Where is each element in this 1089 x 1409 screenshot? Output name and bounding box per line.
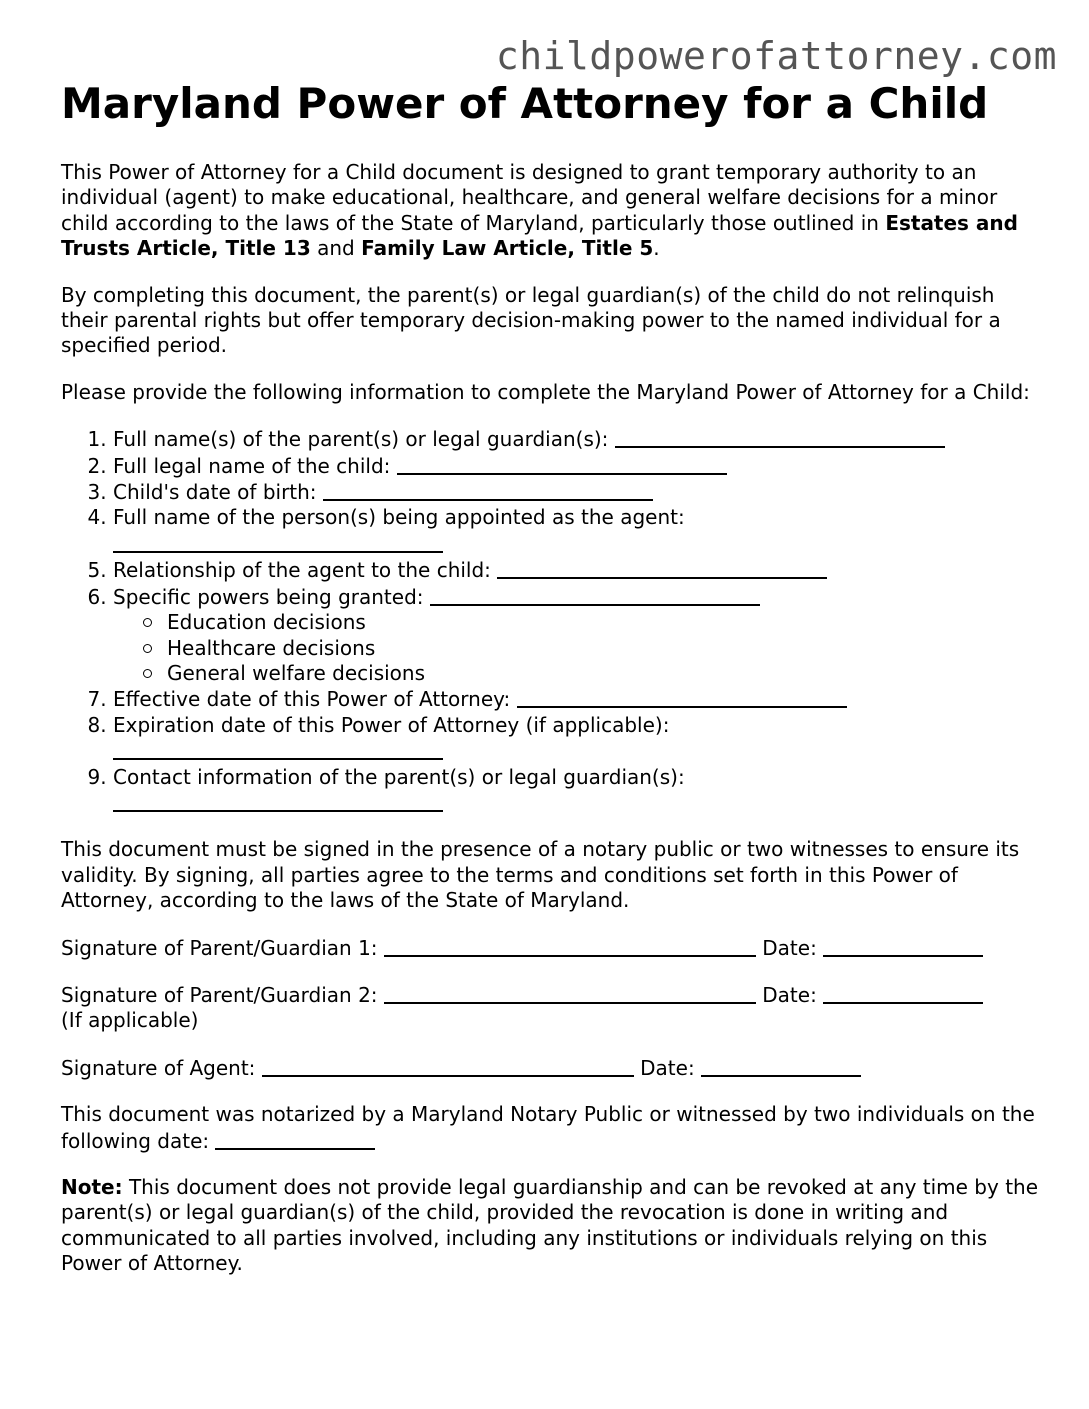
if-applicable-note: (If applicable) [61, 1008, 199, 1033]
expiration-date-field[interactable] [113, 738, 443, 760]
notary-date-field[interactable] [215, 1128, 375, 1150]
powers-list [113, 610, 1041, 686]
parent-names-field[interactable] [615, 426, 945, 448]
document-page [61, 78, 1041, 1298]
child-name-field[interactable] [397, 453, 727, 475]
parent1-signature-row [61, 935, 1041, 961]
date-label: Date: [633, 1055, 702, 1080]
notary-text: This document was notarized by a Maryland Notary Public or witnessed by two individuals on the following date: [61, 1102, 1035, 1153]
field-label: Full legal name of the child: [113, 453, 397, 478]
notary-paragraph [61, 1102, 1041, 1154]
instructions-paragraph: Please provide the following information to complete the Maryland Power of Attorney for a Child: [61, 379, 1030, 404]
note-text: This document does not provide legal guardianship and can be revoked at any time by the parent(s) or legal guardian(s) of the child, provided the revocation is done in writing and communicated to all parties involved, including any institutions or individuals relying on this Power of Attorney. [61, 1175, 1039, 1276]
parent2-date-field[interactable] [823, 982, 983, 1004]
intro-and: and [310, 236, 362, 261]
list-item-child-name [113, 453, 1041, 479]
note-paragraph [61, 1175, 1041, 1277]
intro-paragraph [61, 160, 1041, 262]
watermark: childpowerofattorney.com [495, 34, 1057, 78]
date-label: Date: [755, 935, 824, 960]
parent2-signature-field[interactable] [384, 982, 756, 1004]
agent-date-field[interactable] [701, 1055, 861, 1077]
field-label: Relationship of the agent to the child: [113, 558, 498, 583]
parent1-date-field[interactable] [823, 935, 983, 957]
intro-end: . [653, 236, 660, 261]
list-item-agent-name [113, 505, 1041, 557]
power-education: Education decisions [143, 610, 1041, 635]
parent1-signature-label: Signature of Parent/Guardian 1: [61, 935, 384, 960]
field-label: Full name of the person(s) being appointed as the agent: [113, 505, 685, 530]
agent-signature-field[interactable] [262, 1055, 634, 1077]
relationship-field[interactable] [497, 557, 827, 579]
list-item-parent-names [113, 426, 1041, 452]
parent1-signature-field[interactable] [384, 935, 756, 957]
field-label: Specific powers being granted: [113, 584, 430, 609]
list-item-effective-date [113, 686, 1041, 712]
field-label: Effective date of this Power of Attorney: [113, 687, 517, 712]
power-general-welfare: General welfare decisions [143, 661, 1041, 686]
field-label: Child's date of birth: [113, 480, 323, 505]
law-reference-estates: Estates and Trusts Article, Title 13 [61, 210, 1018, 261]
signing-paragraph: This document must be signed in the presence of a notary public or two witnesses to ensure its validity. By signing, all parties agree to the terms and conditions set forth in this Power of Attorney, according to the laws of the State of Maryland. [61, 837, 1020, 913]
parent2-signature-row [61, 982, 1041, 1034]
agent-signature-label: Signature of Agent: [61, 1055, 262, 1080]
list-item-contact-info [113, 765, 1041, 817]
parent2-signature-label: Signature of Parent/Guardian 2: [61, 982, 384, 1007]
list-item-relationship [113, 557, 1041, 583]
list-item-powers [113, 584, 1041, 687]
powers-field[interactable] [430, 584, 760, 606]
field-label: Full name(s) of the parent(s) or legal guardian(s): [113, 427, 615, 452]
rights-paragraph: By completing this document, the parent(s) or legal guardian(s) of the child do not relinquish their parental rights but offer temporary decision-making power to the named individual for a specified period. [61, 282, 1001, 358]
law-reference-family: Family Law Article, Title 5 [361, 236, 654, 261]
intro-text: This Power of Attorney for a Child document is designed to grant temporary authority to an individual (agent) to make educational, healthcare, and general welfare decisions for a minor child according to the laws of the State of Maryland, particularly those outlined in [61, 160, 998, 235]
field-label: Contact information of the parent(s) or legal guardian(s): [113, 764, 685, 789]
field-label: Expiration date of this Power of Attorney (if applicable): [113, 712, 670, 737]
list-item-expiration-date [113, 713, 1041, 765]
child-dob-field[interactable] [323, 479, 653, 501]
information-list [61, 426, 1041, 816]
agent-signature-row [61, 1055, 1041, 1081]
document-title: Maryland Power of Attorney for a Child [61, 79, 989, 128]
date-label: Date: [755, 982, 824, 1007]
power-healthcare: Healthcare decisions [143, 636, 1041, 661]
effective-date-field[interactable] [517, 686, 847, 708]
agent-name-field[interactable] [113, 531, 443, 553]
list-item-child-dob [113, 479, 1041, 505]
note-label: Note: [61, 1175, 123, 1199]
contact-info-field[interactable] [113, 790, 443, 812]
